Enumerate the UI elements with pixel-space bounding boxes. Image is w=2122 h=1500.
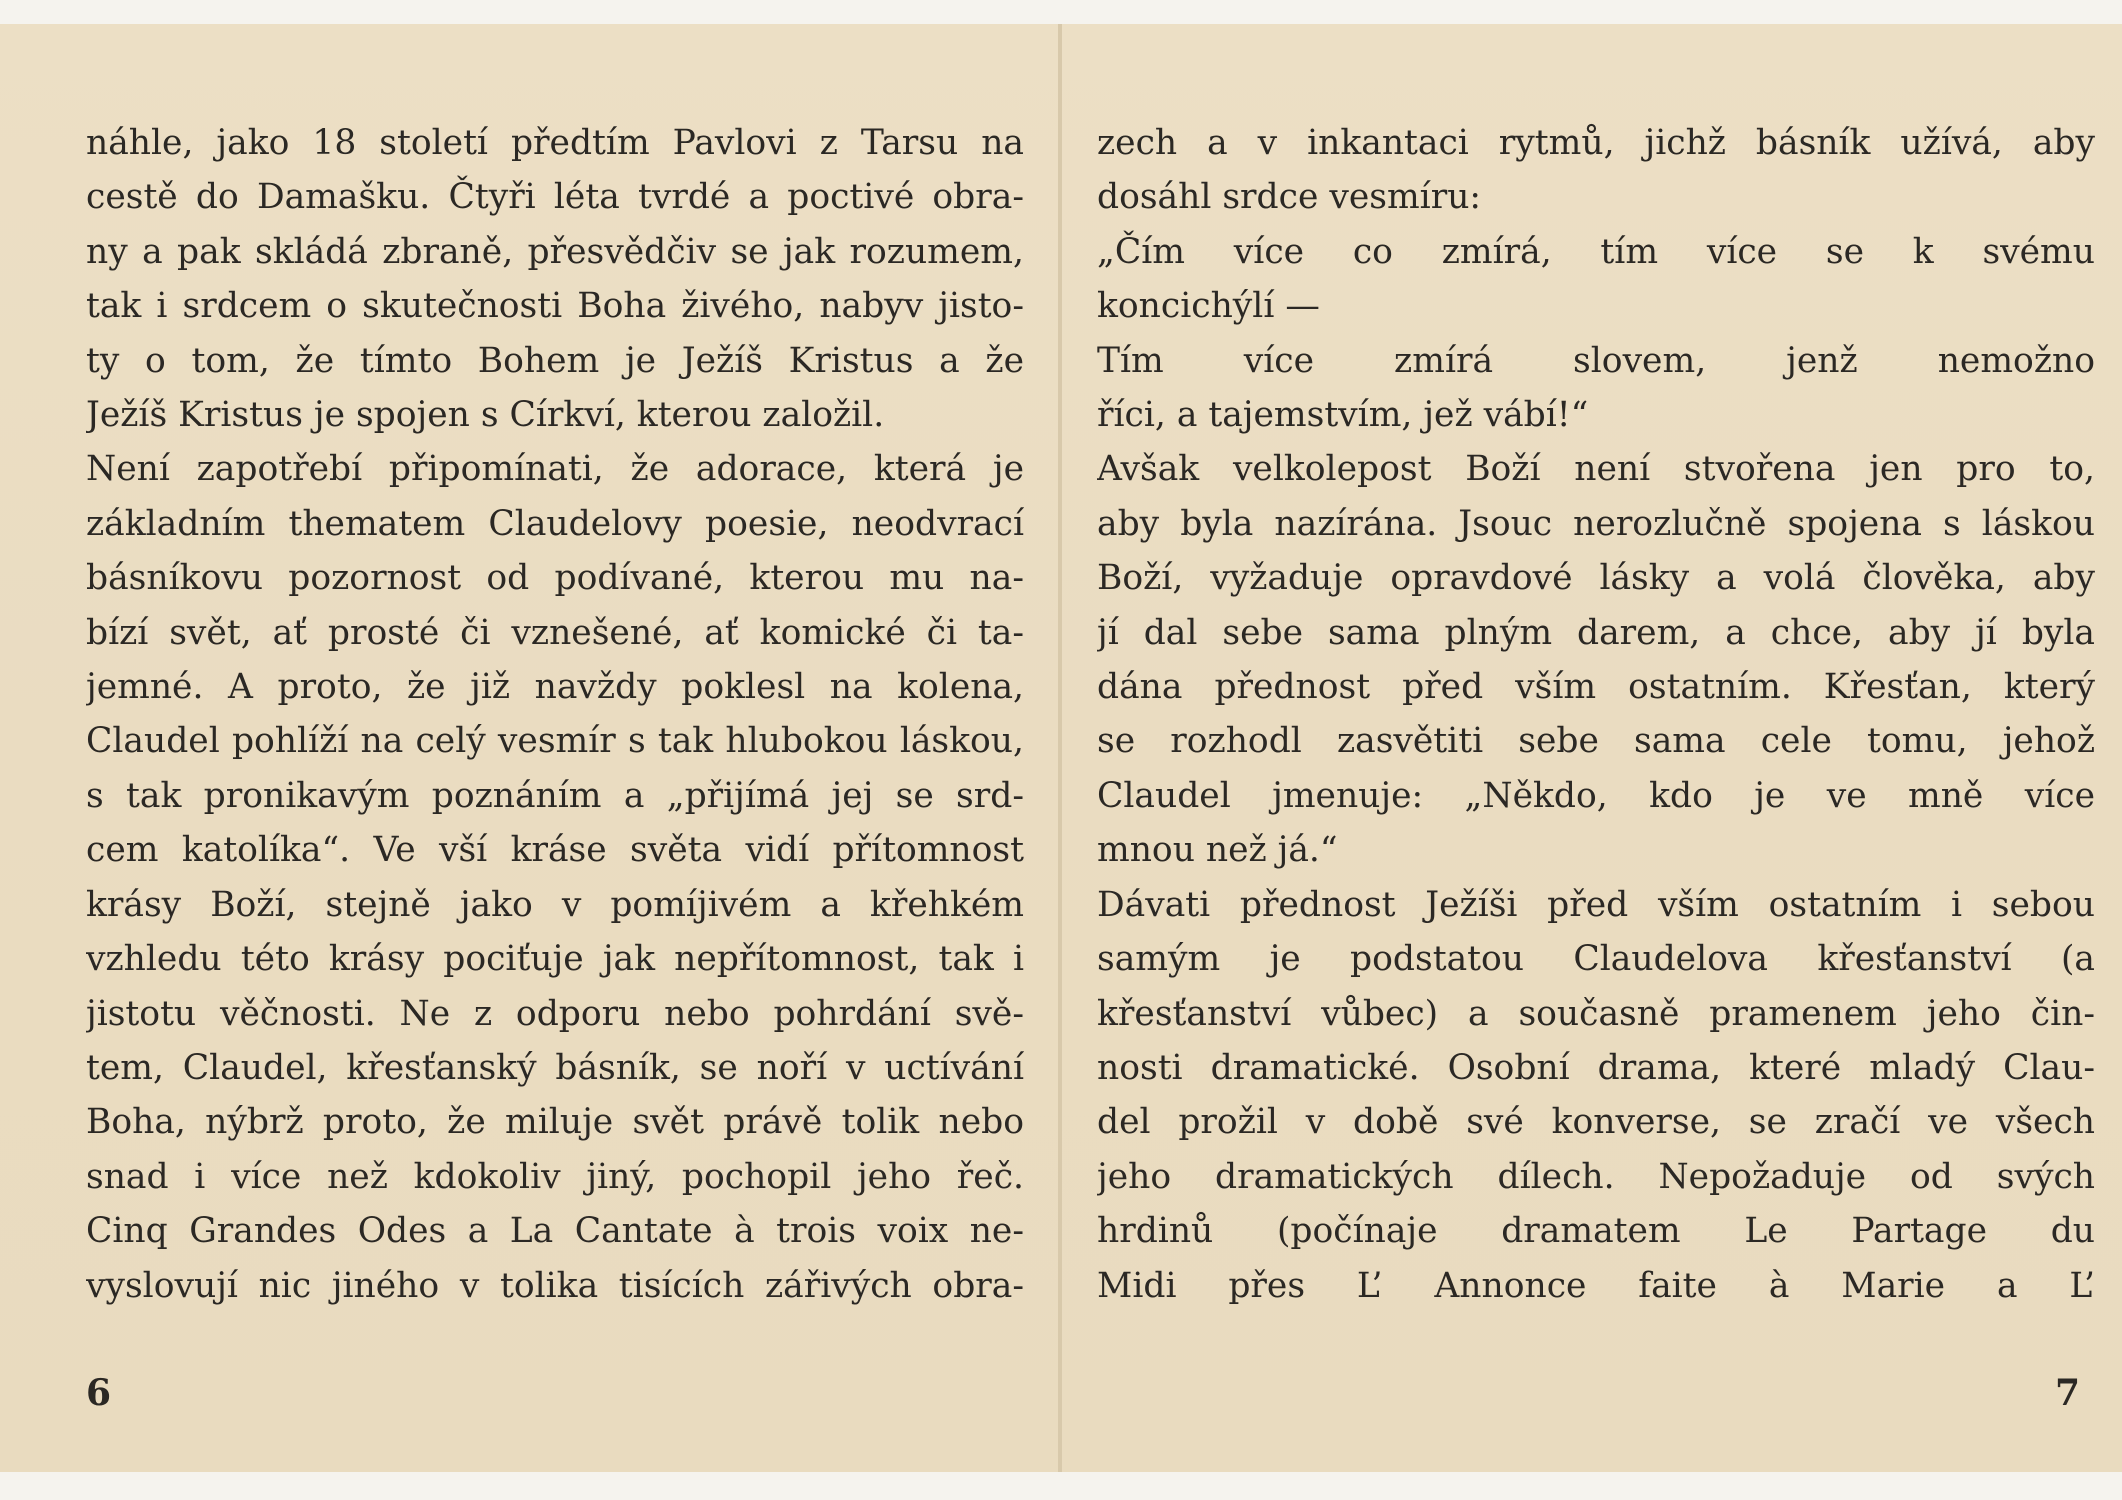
text-line: bízí svět, ať prosté či vznešené, ať komické či ta- bbox=[86, 612, 1024, 653]
book-spread bbox=[0, 24, 2122, 1472]
text-line: dána přednost před vším ostatním. Křesťan, který bbox=[1097, 667, 2095, 708]
text-line: Midi přes L’ Annonce faite à Marie a L’ bbox=[1097, 1265, 2095, 1306]
text-line: jemné. A proto, že již navždy poklesl na kolena, bbox=[86, 667, 1024, 708]
text-line: snad i více než kdokoliv jiný, pochopil jeho řeč. bbox=[86, 1156, 1024, 1197]
text-line: křesťanství vůbec) a současně pramenem jeho čin- bbox=[1097, 993, 2095, 1034]
text-line: náhle, jako 18 století předtím Pavlovi z Tarsu na bbox=[86, 123, 1024, 163]
text-line: tem, Claudel, křesťanský básník, se noří v uctívání bbox=[86, 1047, 1024, 1088]
text-line: jeho dramatických dílech. Nepožaduje od svých bbox=[1097, 1156, 2095, 1197]
text-line: tak i srdcem o skutečnosti Boha živého, nabyv jisto- bbox=[86, 286, 1024, 327]
text-line: jí dal sebe sama plným darem, a chce, aby jí byla bbox=[1097, 612, 2095, 653]
text-line: básníkovu pozornost od podívané, kterou mu na- bbox=[86, 558, 1024, 599]
text-line: mnou než já.“ bbox=[1097, 830, 1338, 871]
text-line: Cinq Grandes Odes a La Cantate à trois voix ne- bbox=[86, 1211, 1024, 1252]
right-page-text bbox=[1097, 116, 2095, 1313]
text-line: aby byla nazírána. Jsouc nerozlučně spojena s láskou bbox=[1097, 503, 2095, 544]
text-line: zech a v inkantaci rytmů, jichž básník užívá, aby bbox=[1097, 123, 2095, 163]
text-line: Ježíš Kristus je spojen s Církví, kterou založil. bbox=[86, 395, 885, 436]
text-line: hrdinů (počínaje dramatem Le Partage du bbox=[1097, 1211, 2095, 1252]
text-line: „Čím více co zmírá, tím více se k svému bbox=[1097, 231, 2095, 272]
left-page-text bbox=[86, 116, 1024, 1313]
text-line: cem katolíka“. Ve vší kráse světa vidí přítomnost bbox=[86, 830, 1024, 871]
text-line: vzhledu této krásy pociťuje jak nepřítomnost, tak i bbox=[86, 939, 1024, 980]
text-line: říci, a tajemstvím, jež vábí!“ bbox=[1097, 395, 1589, 436]
text-line: Boží, vyžaduje opravdové lásky a volá člověka, aby bbox=[1097, 558, 2095, 599]
text-line: se rozhodl zasvětiti sebe sama cele tomu, jehož bbox=[1097, 721, 2095, 762]
text-line: Dávati přednost Ježíši před vším ostatním i sebou bbox=[1097, 884, 2095, 925]
text-line: vyslovují nic jiného v tolika tisících zářivých obra- bbox=[86, 1265, 1024, 1306]
text-line: nosti dramatické. Osobní drama, které mladý Clau- bbox=[1097, 1047, 2095, 1088]
text-line: Boha, nýbrž proto, že miluje svět právě tolik nebo bbox=[86, 1102, 1024, 1143]
text-line: jistotu věčnosti. Ne z odporu nebo pohrdání svě- bbox=[86, 993, 1024, 1034]
text-line: Není zapotřebí připomínati, že adorace, která je bbox=[86, 449, 1024, 490]
text-line: cestě do Damašku. Čtyři léta tvrdé a poctivé obra- bbox=[86, 177, 1024, 218]
text-line: samým je podstatou Claudelova křesťanství (a bbox=[1097, 939, 2095, 980]
page-number-left: 6 bbox=[86, 1372, 112, 1414]
text-line: krásy Boží, stejně jako v pomíjivém a křehkém bbox=[86, 884, 1024, 925]
text-line: Avšak velkolepost Boží není stvořena jen pro to, bbox=[1097, 449, 2095, 490]
text-line: ty o tom, že tímto Bohem je Ježíš Kristus a že bbox=[86, 340, 1024, 381]
text-line: základním thematem Claudelovy poesie, neodvrací bbox=[86, 503, 1024, 544]
text-line: Claudel jmenuje: „Někdo, kdo je ve mně více bbox=[1097, 775, 2095, 816]
text-line: Claudel pohlíží na celý vesmír s tak hlubokou láskou, bbox=[86, 721, 1024, 762]
text-line: del prožil v době své konverse, se zračí ve všech bbox=[1097, 1102, 2095, 1143]
text-line: ny a pak skládá zbraně, přesvědčiv se jak rozumem, bbox=[86, 231, 1024, 272]
right-page bbox=[1062, 24, 2122, 1472]
text-line: koncichýlí — bbox=[1097, 286, 1320, 327]
text-line: dosáhl srdce vesmíru: bbox=[1097, 177, 1482, 218]
left-page bbox=[0, 24, 1058, 1472]
text-line: Tím více zmírá slovem, jenž nemožno bbox=[1097, 340, 2095, 381]
page-number-right: 7 bbox=[2054, 1372, 2080, 1414]
text-line: s tak pronikavým poznáním a „přijímá jej se srd- bbox=[86, 775, 1024, 816]
